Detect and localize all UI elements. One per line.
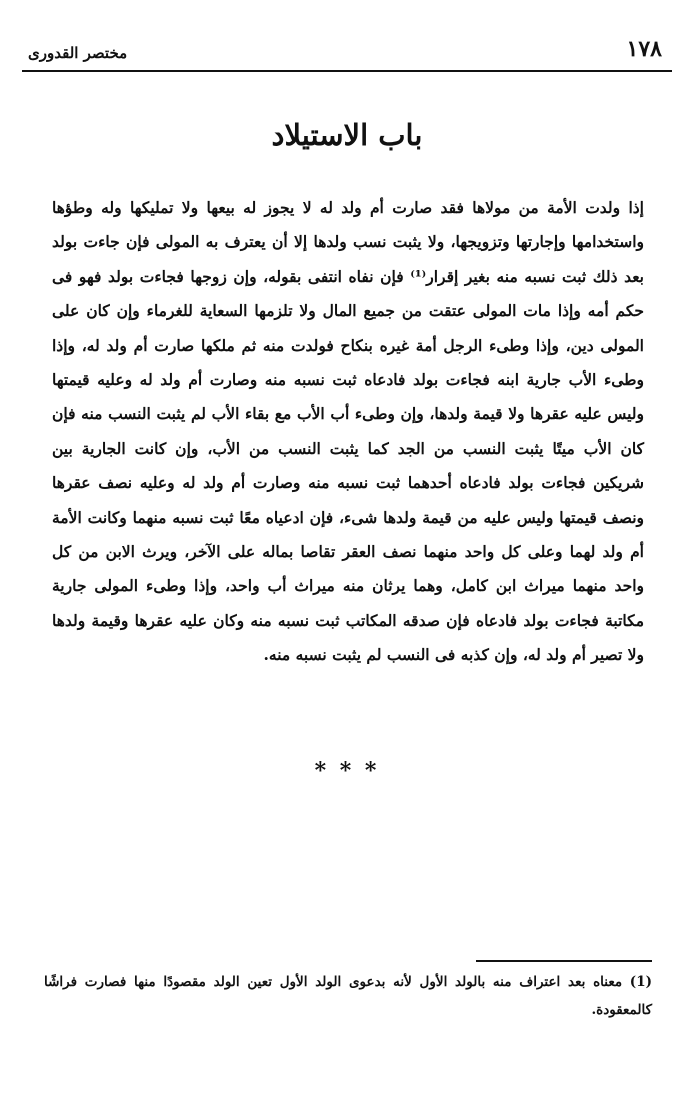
chapter-title: باب الاستيلاد xyxy=(271,118,423,152)
footnote xyxy=(44,968,652,1024)
footnote-text: (1) معناه بعد اعتراف منه بالولد الأول لأنه بدعوى الولد الأول تعين الولد مقصودًا منها فصارت فراشًا كالمعقودة. xyxy=(44,974,652,1018)
footnote-divider xyxy=(476,960,652,962)
page-number: ١٧٨ xyxy=(626,36,662,62)
header-divider xyxy=(22,70,672,72)
body-paragraph: إذا ولدت الأمة من مولاها فقد صارت أم ولد له لا يجوز له بيعها ولا تمليكها وله وطؤها واستخدامها وإجارتها وتزويجها، ولا يثبت نسب ولدها إلا أن يعترف به المولى فإن جاءت بولد بعد ذلك ثبت نسبه منه بغير إقرار⁽¹⁾ فإن نفاه انتفى بقوله، وإن زوجها فجاءت بولد فهو فى حكم أمه وإذا مات المولى عتقت من جميع المال ولا تلزمها السعاية للغرماء وإن كان على المولى دين، وإذا وطىء الرجل أمة غيره بنكاح فولدت منه ثم ملكها صارت أم ولد له، وإذا وطىء الأب جارية ابنه فجاءت بولد فادعاه ثبت نسبه منه وصارت أم ولد له وعليه قيمتها وليس عليه عقرها ولا قيمة ولدها، وإن وطىء أب الأب مع بقاء الأب لم يثبت النسب منه فإن كان الأب ميتًا يثبت النسب من الجد كما يثبت النسب من الأب، وإن كانت الجارية بين شريكين فجاءت بولد فادعاه أحدهما ثبت نسبه منه وصارت أم ولد له وعليه نصف عقرها ونصف قيمتها وليس عليه من قيمة ولدها شىء، فإن ادعياه معًا ثبت نسبه منهما وكانت الأمة أم ولد لهما وعلى كل واحد منهما نصف العقر تقاصا بماله على الآخر، ويرث الابن من كل واحد منهما ميراث ابن كامل، وهما يرثان منه ميراث أب واحد، وإذا وطىء المولى جارية مكاتبة فجاءت بولد فادعاه فإن صدقه المكاتب ثبت نسبه منه وكان عليه عقرها وقيمة ولدها ولا تصير أم ولد له، وإن كذبه فى النسب لم يثبت نسبه منه. xyxy=(52,198,644,665)
book-title: مختصر القدورى xyxy=(28,44,128,62)
body-text xyxy=(52,191,644,673)
section-separator: * * * xyxy=(314,758,380,784)
page-header xyxy=(22,32,672,72)
